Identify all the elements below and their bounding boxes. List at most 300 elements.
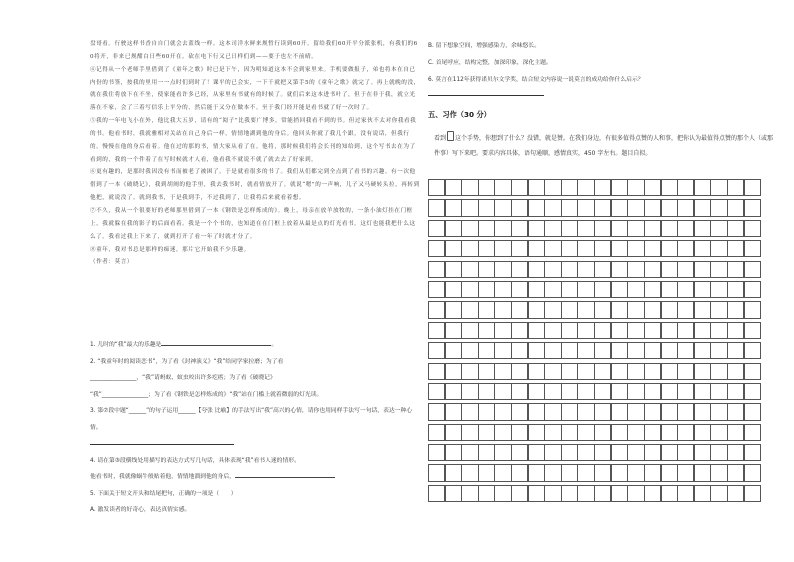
grid-cell[interactable] bbox=[528, 444, 545, 461]
grid-cell[interactable] bbox=[744, 342, 761, 359]
grid-cell[interactable] bbox=[644, 220, 661, 237]
grid-cell[interactable] bbox=[611, 464, 628, 481]
grid-cell[interactable] bbox=[511, 464, 528, 481]
grid-cell[interactable] bbox=[494, 179, 511, 196]
grid-cell[interactable] bbox=[627, 403, 644, 420]
grid-cell[interactable] bbox=[594, 220, 611, 237]
grid-cell[interactable] bbox=[710, 342, 727, 359]
grid-cell[interactable] bbox=[494, 220, 511, 237]
grid-cell[interactable] bbox=[494, 199, 511, 216]
grid-cell[interactable] bbox=[727, 403, 744, 420]
grid-cell[interactable] bbox=[727, 281, 744, 298]
grid-cell[interactable] bbox=[694, 322, 711, 339]
grid-cell[interactable] bbox=[544, 485, 561, 502]
grid-cell[interactable] bbox=[577, 240, 594, 257]
grid-cell[interactable] bbox=[544, 179, 561, 196]
grid-cell[interactable] bbox=[677, 281, 694, 298]
grid-cell[interactable] bbox=[511, 322, 528, 339]
grid-cell[interactable] bbox=[611, 485, 628, 502]
question-3-answer-line[interactable] bbox=[90, 436, 420, 453]
grid-cell[interactable] bbox=[428, 363, 445, 380]
grid-cell[interactable] bbox=[511, 342, 528, 359]
grid-cell[interactable] bbox=[627, 281, 644, 298]
grid-cell[interactable] bbox=[511, 179, 528, 196]
grid-cell[interactable] bbox=[511, 199, 528, 216]
grid-cell[interactable] bbox=[577, 322, 594, 339]
grid-cell[interactable] bbox=[528, 281, 545, 298]
grid-cell[interactable] bbox=[644, 424, 661, 441]
grid-cell[interactable] bbox=[494, 403, 511, 420]
grid-cell[interactable] bbox=[494, 485, 511, 502]
grid-cell[interactable] bbox=[461, 342, 478, 359]
grid-cell[interactable] bbox=[511, 281, 528, 298]
grid-cell[interactable] bbox=[445, 342, 462, 359]
grid-cell[interactable] bbox=[544, 220, 561, 237]
grid-cell[interactable] bbox=[577, 424, 594, 441]
grid-cell[interactable] bbox=[428, 342, 445, 359]
grid-cell[interactable] bbox=[561, 464, 578, 481]
grid-cell[interactable] bbox=[710, 403, 727, 420]
grid-cell[interactable] bbox=[461, 485, 478, 502]
grid-cell[interactable] bbox=[428, 383, 445, 400]
grid-cell[interactable] bbox=[744, 179, 761, 196]
grid-cell[interactable] bbox=[461, 363, 478, 380]
grid-cell[interactable] bbox=[511, 444, 528, 461]
grid-cell[interactable] bbox=[461, 281, 478, 298]
grid-cell[interactable] bbox=[661, 464, 678, 481]
grid-cell[interactable] bbox=[727, 424, 744, 441]
grid-cell[interactable] bbox=[461, 220, 478, 237]
grid-cell[interactable] bbox=[478, 403, 495, 420]
grid-cell[interactable] bbox=[528, 342, 545, 359]
grid-cell[interactable] bbox=[694, 424, 711, 441]
grid-cell[interactable] bbox=[744, 261, 761, 278]
grid-cell[interactable] bbox=[744, 383, 761, 400]
grid-cell[interactable] bbox=[744, 485, 761, 502]
grid-cell[interactable] bbox=[461, 199, 478, 216]
grid-cell[interactable] bbox=[611, 363, 628, 380]
grid-cell[interactable] bbox=[428, 281, 445, 298]
grid-cell[interactable] bbox=[494, 363, 511, 380]
grid-cell[interactable] bbox=[428, 424, 445, 441]
grid-cell[interactable] bbox=[594, 424, 611, 441]
grid-cell[interactable] bbox=[577, 403, 594, 420]
grid-cell[interactable] bbox=[528, 403, 545, 420]
grid-cell[interactable] bbox=[627, 179, 644, 196]
grid-cell[interactable] bbox=[544, 342, 561, 359]
grid-cell[interactable] bbox=[661, 363, 678, 380]
grid-cell[interactable] bbox=[661, 403, 678, 420]
grid-cell[interactable] bbox=[561, 383, 578, 400]
grid-cell[interactable] bbox=[528, 485, 545, 502]
option-b[interactable]: B. 留下想象空间，增强感染力，余味悠长。 bbox=[428, 43, 541, 49]
grid-cell[interactable] bbox=[561, 403, 578, 420]
grid-cell[interactable] bbox=[727, 383, 744, 400]
grid-cell[interactable] bbox=[577, 363, 594, 380]
grid-cell[interactable] bbox=[461, 383, 478, 400]
grid-cell[interactable] bbox=[428, 261, 445, 278]
grid-cell[interactable] bbox=[677, 464, 694, 481]
grid-cell[interactable] bbox=[744, 363, 761, 380]
grid-cell[interactable] bbox=[528, 199, 545, 216]
grid-cell[interactable] bbox=[677, 220, 694, 237]
question-6-answer-line[interactable] bbox=[428, 95, 544, 96]
grid-cell[interactable] bbox=[627, 322, 644, 339]
grid-cell[interactable] bbox=[511, 220, 528, 237]
grid-cell[interactable] bbox=[445, 383, 462, 400]
grid-cell[interactable] bbox=[710, 179, 727, 196]
grid-cell[interactable] bbox=[528, 424, 545, 441]
grid-cell[interactable] bbox=[478, 261, 495, 278]
grid-cell[interactable] bbox=[661, 199, 678, 216]
grid-cell[interactable] bbox=[445, 485, 462, 502]
grid-cell[interactable] bbox=[644, 444, 661, 461]
answer-blank[interactable] bbox=[235, 471, 335, 478]
grid-cell[interactable] bbox=[494, 240, 511, 257]
grid-cell[interactable] bbox=[478, 383, 495, 400]
grid-cell[interactable] bbox=[594, 464, 611, 481]
grid-cell[interactable] bbox=[577, 179, 594, 196]
grid-cell[interactable] bbox=[611, 383, 628, 400]
grid-cell[interactable] bbox=[428, 220, 445, 237]
grid-cell[interactable] bbox=[461, 444, 478, 461]
grid-cell[interactable] bbox=[710, 383, 727, 400]
grid-cell[interactable] bbox=[661, 179, 678, 196]
grid-cell[interactable] bbox=[594, 363, 611, 380]
grid-cell[interactable] bbox=[627, 444, 644, 461]
grid-cell[interactable] bbox=[644, 199, 661, 216]
grid-cell[interactable] bbox=[528, 464, 545, 481]
grid-cell[interactable] bbox=[511, 261, 528, 278]
grid-cell[interactable] bbox=[544, 424, 561, 441]
grid-cell[interactable] bbox=[644, 281, 661, 298]
grid-cell[interactable] bbox=[544, 403, 561, 420]
grid-cell[interactable] bbox=[577, 444, 594, 461]
grid-cell[interactable] bbox=[644, 383, 661, 400]
grid-cell[interactable] bbox=[661, 444, 678, 461]
grid-cell[interactable] bbox=[727, 464, 744, 481]
grid-cell[interactable] bbox=[661, 485, 678, 502]
grid-cell[interactable] bbox=[594, 199, 611, 216]
grid-cell[interactable] bbox=[544, 281, 561, 298]
grid-cell[interactable] bbox=[544, 464, 561, 481]
grid-cell[interactable] bbox=[544, 444, 561, 461]
grid-cell[interactable] bbox=[677, 199, 694, 216]
grid-cell[interactable] bbox=[461, 261, 478, 278]
grid-cell[interactable] bbox=[611, 342, 628, 359]
grid-cell[interactable] bbox=[461, 301, 478, 318]
grid-cell[interactable] bbox=[744, 464, 761, 481]
grid-cell[interactable] bbox=[694, 485, 711, 502]
grid-cell[interactable] bbox=[461, 322, 478, 339]
grid-cell[interactable] bbox=[710, 322, 727, 339]
grid-cell[interactable] bbox=[494, 342, 511, 359]
grid-cell[interactable] bbox=[561, 281, 578, 298]
grid-cell[interactable] bbox=[694, 444, 711, 461]
grid-cell[interactable] bbox=[627, 424, 644, 441]
grid-cell[interactable] bbox=[594, 403, 611, 420]
grid-cell[interactable] bbox=[528, 240, 545, 257]
grid-cell[interactable] bbox=[727, 199, 744, 216]
grid-cell[interactable] bbox=[494, 424, 511, 441]
grid-cell[interactable] bbox=[494, 444, 511, 461]
grid-cell[interactable] bbox=[594, 342, 611, 359]
grid-cell[interactable] bbox=[511, 383, 528, 400]
grid-cell[interactable] bbox=[461, 240, 478, 257]
grid-cell[interactable] bbox=[561, 424, 578, 441]
grid-cell[interactable] bbox=[544, 363, 561, 380]
grid-cell[interactable] bbox=[694, 179, 711, 196]
grid-cell[interactable] bbox=[478, 424, 495, 441]
grid-cell[interactable] bbox=[594, 281, 611, 298]
grid-cell[interactable] bbox=[577, 281, 594, 298]
grid-cell[interactable] bbox=[561, 179, 578, 196]
grid-cell[interactable] bbox=[478, 322, 495, 339]
grid-cell[interactable] bbox=[445, 464, 462, 481]
grid-cell[interactable] bbox=[478, 179, 495, 196]
grid-cell[interactable] bbox=[494, 464, 511, 481]
grid-cell[interactable] bbox=[677, 261, 694, 278]
grid-cell[interactable] bbox=[727, 261, 744, 278]
grid-cell[interactable] bbox=[594, 485, 611, 502]
grid-cell[interactable] bbox=[677, 485, 694, 502]
grid-cell[interactable] bbox=[445, 403, 462, 420]
grid-cell[interactable] bbox=[677, 342, 694, 359]
grid-cell[interactable] bbox=[461, 464, 478, 481]
grid-cell[interactable] bbox=[694, 199, 711, 216]
grid-cell[interactable] bbox=[561, 240, 578, 257]
grid-cell[interactable] bbox=[428, 322, 445, 339]
grid-cell[interactable] bbox=[561, 220, 578, 237]
grid-cell[interactable] bbox=[627, 363, 644, 380]
composition-grid[interactable] bbox=[428, 179, 760, 505]
grid-cell[interactable] bbox=[677, 301, 694, 318]
grid-cell[interactable] bbox=[594, 301, 611, 318]
grid-cell[interactable] bbox=[561, 444, 578, 461]
grid-cell[interactable] bbox=[627, 261, 644, 278]
grid-cell[interactable] bbox=[677, 424, 694, 441]
grid-cell[interactable] bbox=[644, 342, 661, 359]
grid-cell[interactable] bbox=[428, 199, 445, 216]
grid-cell[interactable] bbox=[661, 301, 678, 318]
grid-cell[interactable] bbox=[727, 444, 744, 461]
grid-cell[interactable] bbox=[528, 261, 545, 278]
grid-cell[interactable] bbox=[661, 240, 678, 257]
grid-cell[interactable] bbox=[694, 220, 711, 237]
grid-cell[interactable] bbox=[744, 444, 761, 461]
grid-cell[interactable] bbox=[744, 220, 761, 237]
grid-cell[interactable] bbox=[594, 383, 611, 400]
grid-cell[interactable] bbox=[428, 464, 445, 481]
grid-cell[interactable] bbox=[677, 179, 694, 196]
grid-cell[interactable] bbox=[694, 301, 711, 318]
grid-cell[interactable] bbox=[694, 281, 711, 298]
grid-cell[interactable] bbox=[511, 424, 528, 441]
grid-cell[interactable] bbox=[445, 220, 462, 237]
grid-cell[interactable] bbox=[494, 383, 511, 400]
grid-cell[interactable] bbox=[744, 301, 761, 318]
grid-cell[interactable] bbox=[528, 383, 545, 400]
grid-cell[interactable] bbox=[561, 342, 578, 359]
grid-cell[interactable] bbox=[528, 363, 545, 380]
grid-cell[interactable] bbox=[744, 424, 761, 441]
grid-cell[interactable] bbox=[445, 199, 462, 216]
grid-cell[interactable] bbox=[677, 240, 694, 257]
grid-cell[interactable] bbox=[694, 240, 711, 257]
grid-cell[interactable] bbox=[461, 424, 478, 441]
grid-cell[interactable] bbox=[627, 199, 644, 216]
grid-cell[interactable] bbox=[677, 403, 694, 420]
grid-cell[interactable] bbox=[428, 240, 445, 257]
grid-cell[interactable] bbox=[694, 261, 711, 278]
grid-cell[interactable] bbox=[478, 220, 495, 237]
grid-cell[interactable] bbox=[544, 240, 561, 257]
grid-cell[interactable] bbox=[661, 281, 678, 298]
grid-cell[interactable] bbox=[577, 199, 594, 216]
grid-cell[interactable] bbox=[611, 220, 628, 237]
grid-cell[interactable] bbox=[577, 301, 594, 318]
grid-cell[interactable] bbox=[494, 261, 511, 278]
grid-cell[interactable] bbox=[461, 403, 478, 420]
grid-cell[interactable] bbox=[511, 301, 528, 318]
grid-cell[interactable] bbox=[627, 240, 644, 257]
grid-cell[interactable] bbox=[694, 342, 711, 359]
grid-cell[interactable] bbox=[710, 261, 727, 278]
grid-cell[interactable] bbox=[694, 363, 711, 380]
grid-cell[interactable] bbox=[494, 301, 511, 318]
grid-cell[interactable] bbox=[744, 240, 761, 257]
grid-cell[interactable] bbox=[544, 199, 561, 216]
grid-cell[interactable] bbox=[627, 342, 644, 359]
grid-cell[interactable] bbox=[445, 179, 462, 196]
grid-cell[interactable] bbox=[744, 199, 761, 216]
grid-cell[interactable] bbox=[727, 240, 744, 257]
grid-cell[interactable] bbox=[710, 240, 727, 257]
grid-cell[interactable] bbox=[478, 485, 495, 502]
grid-cell[interactable] bbox=[644, 464, 661, 481]
grid-cell[interactable] bbox=[611, 199, 628, 216]
grid-cell[interactable] bbox=[694, 403, 711, 420]
grid-cell[interactable] bbox=[478, 199, 495, 216]
grid-cell[interactable] bbox=[511, 485, 528, 502]
grid-cell[interactable] bbox=[478, 444, 495, 461]
grid-cell[interactable] bbox=[561, 261, 578, 278]
grid-cell[interactable] bbox=[445, 363, 462, 380]
answer-line[interactable] bbox=[90, 444, 234, 445]
grid-cell[interactable] bbox=[611, 403, 628, 420]
grid-cell[interactable] bbox=[561, 485, 578, 502]
grid-cell[interactable] bbox=[544, 322, 561, 339]
grid-cell[interactable] bbox=[594, 261, 611, 278]
grid-cell[interactable] bbox=[727, 220, 744, 237]
grid-cell[interactable] bbox=[561, 301, 578, 318]
grid-cell[interactable] bbox=[577, 261, 594, 278]
grid-cell[interactable] bbox=[577, 383, 594, 400]
grid-cell[interactable] bbox=[577, 220, 594, 237]
grid-cell[interactable] bbox=[710, 424, 727, 441]
grid-cell[interactable] bbox=[727, 301, 744, 318]
grid-cell[interactable] bbox=[428, 179, 445, 196]
grid-cell[interactable] bbox=[478, 240, 495, 257]
grid-cell[interactable] bbox=[528, 322, 545, 339]
grid-cell[interactable] bbox=[710, 464, 727, 481]
grid-cell[interactable] bbox=[727, 485, 744, 502]
grid-cell[interactable] bbox=[478, 342, 495, 359]
grid-cell[interactable] bbox=[710, 485, 727, 502]
grid-cell[interactable] bbox=[428, 403, 445, 420]
grid-cell[interactable] bbox=[478, 464, 495, 481]
grid-cell[interactable] bbox=[627, 485, 644, 502]
grid-cell[interactable] bbox=[494, 281, 511, 298]
grid-cell[interactable] bbox=[710, 281, 727, 298]
grid-cell[interactable] bbox=[528, 220, 545, 237]
grid-cell[interactable] bbox=[511, 403, 528, 420]
grid-cell[interactable] bbox=[710, 199, 727, 216]
grid-cell[interactable] bbox=[445, 424, 462, 441]
grid-cell[interactable] bbox=[577, 464, 594, 481]
grid-cell[interactable] bbox=[544, 301, 561, 318]
grid-cell[interactable] bbox=[445, 281, 462, 298]
grid-cell[interactable] bbox=[644, 403, 661, 420]
grid-cell[interactable] bbox=[744, 322, 761, 339]
grid-cell[interactable] bbox=[511, 240, 528, 257]
grid-cell[interactable] bbox=[644, 261, 661, 278]
grid-cell[interactable] bbox=[561, 363, 578, 380]
grid-cell[interactable] bbox=[428, 301, 445, 318]
grid-cell[interactable] bbox=[478, 363, 495, 380]
grid-cell[interactable] bbox=[611, 444, 628, 461]
grid-cell[interactable] bbox=[727, 363, 744, 380]
grid-cell[interactable] bbox=[577, 342, 594, 359]
grid-cell[interactable] bbox=[528, 179, 545, 196]
grid-cell[interactable] bbox=[428, 444, 445, 461]
grid-cell[interactable] bbox=[528, 301, 545, 318]
grid-cell[interactable] bbox=[661, 322, 678, 339]
grid-cell[interactable] bbox=[544, 383, 561, 400]
grid-cell[interactable] bbox=[744, 403, 761, 420]
grid-cell[interactable] bbox=[594, 444, 611, 461]
grid-cell[interactable] bbox=[611, 261, 628, 278]
grid-cell[interactable] bbox=[661, 342, 678, 359]
grid-cell[interactable] bbox=[627, 220, 644, 237]
grid-cell[interactable] bbox=[561, 322, 578, 339]
grid-cell[interactable] bbox=[445, 301, 462, 318]
grid-cell[interactable] bbox=[494, 322, 511, 339]
grid-cell[interactable] bbox=[611, 179, 628, 196]
grid-cell[interactable] bbox=[661, 261, 678, 278]
grid-cell[interactable] bbox=[445, 240, 462, 257]
grid-cell[interactable] bbox=[445, 261, 462, 278]
grid-cell[interactable] bbox=[445, 322, 462, 339]
grid-cell[interactable] bbox=[677, 322, 694, 339]
grid-cell[interactable] bbox=[561, 199, 578, 216]
grid-cell[interactable] bbox=[710, 301, 727, 318]
grid-cell[interactable] bbox=[677, 383, 694, 400]
grid-cell[interactable] bbox=[644, 363, 661, 380]
grid-cell[interactable] bbox=[644, 301, 661, 318]
grid-cell[interactable] bbox=[710, 220, 727, 237]
grid-cell[interactable] bbox=[627, 301, 644, 318]
grid-cell[interactable] bbox=[511, 363, 528, 380]
grid-cell[interactable] bbox=[478, 281, 495, 298]
grid-cell[interactable] bbox=[428, 485, 445, 502]
grid-cell[interactable] bbox=[644, 322, 661, 339]
grid-cell[interactable] bbox=[694, 464, 711, 481]
grid-cell[interactable] bbox=[445, 444, 462, 461]
grid-cell[interactable] bbox=[644, 485, 661, 502]
grid-cell[interactable] bbox=[710, 444, 727, 461]
grid-cell[interactable] bbox=[727, 342, 744, 359]
